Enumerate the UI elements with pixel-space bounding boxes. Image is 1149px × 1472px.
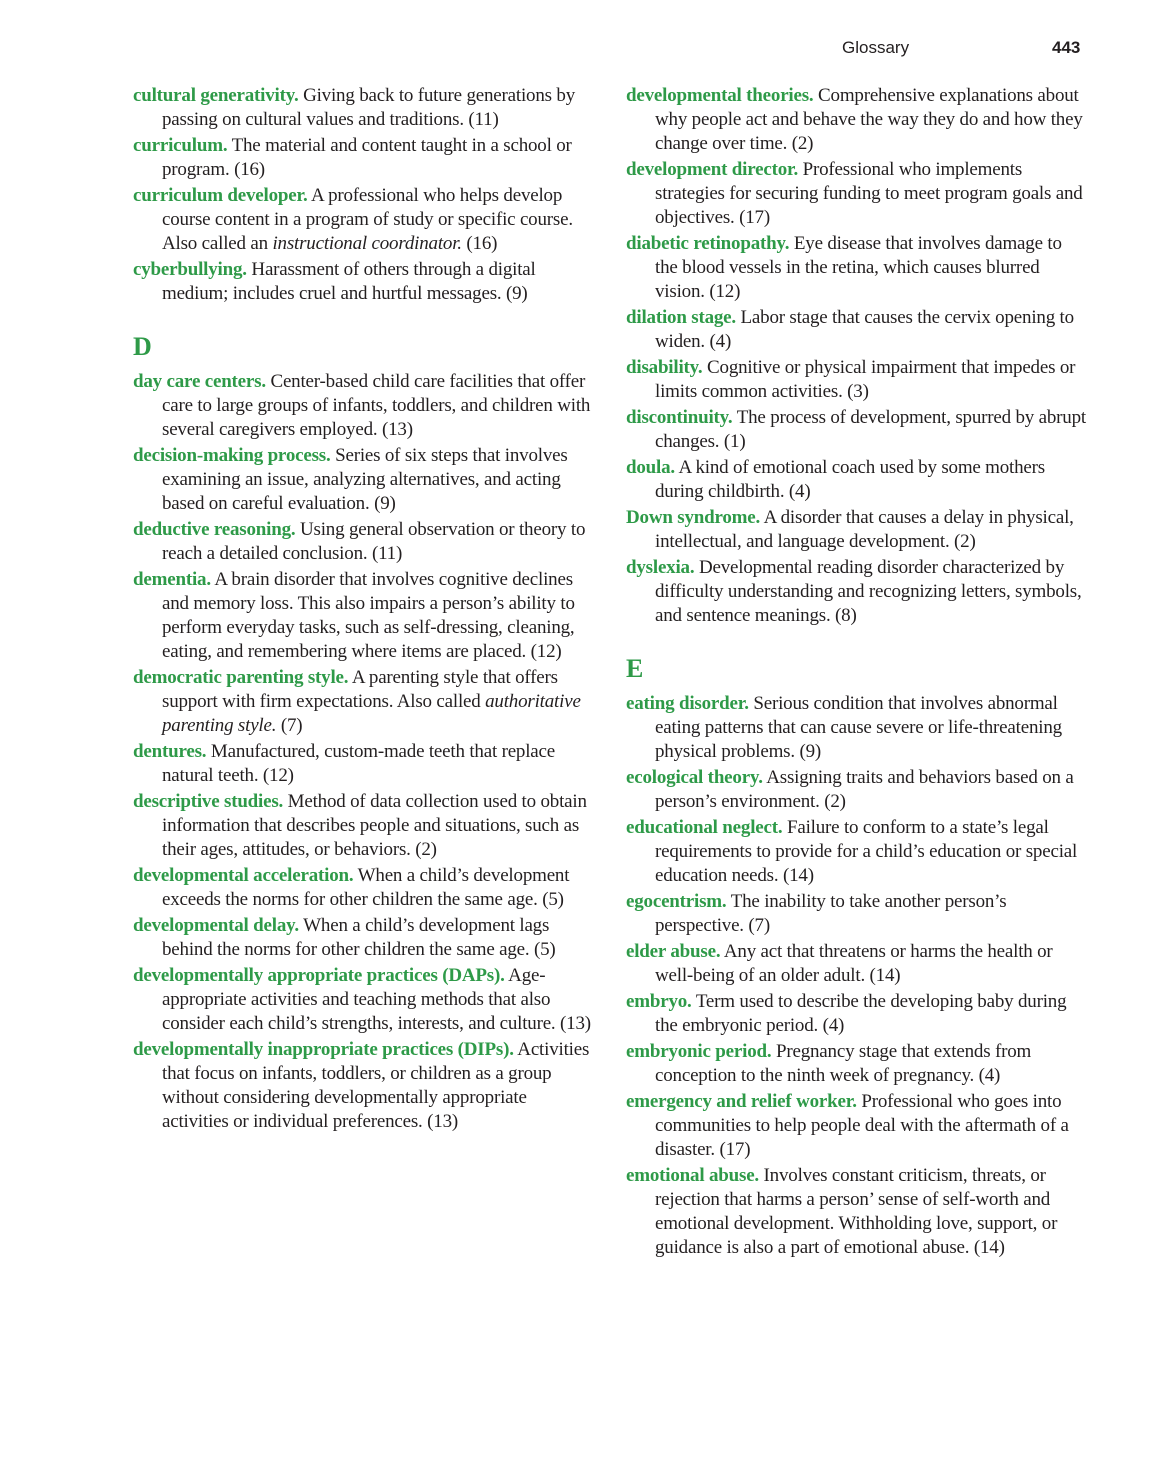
- glossary-definition: Center-based child care facilities that offer care to large groups of infants, toddlers, and children with several caregivers employed. (13): [162, 371, 591, 440]
- glossary-term: deductive reasoning.: [133, 519, 296, 540]
- glossary-entry: [133, 84, 595, 132]
- glossary-entry: [626, 232, 1088, 304]
- glossary-term: elder abuse.: [626, 941, 721, 962]
- glossary-definition: Method of data collection used to obtain information that describes people and situations, such as their ages, attitudes, or behaviors. (2): [162, 791, 587, 860]
- glossary-term: developmentally appropriate practices (DAPs).: [133, 965, 505, 986]
- glossary-term: eating disorder.: [626, 693, 749, 714]
- glossary-entry: [133, 666, 595, 738]
- glossary-term: developmental acceleration.: [133, 865, 354, 886]
- glossary-entry: [626, 766, 1088, 814]
- glossary-entry: [133, 864, 595, 912]
- glossary-term: dementia.: [133, 569, 211, 590]
- glossary-term: embryonic period.: [626, 1041, 772, 1062]
- glossary-entry: [133, 568, 595, 664]
- glossary-entry: [626, 306, 1088, 354]
- glossary-definition: The inability to take another person’s perspective. (7): [655, 891, 1007, 936]
- glossary-entry: [133, 134, 595, 182]
- glossary-term: disability.: [626, 357, 703, 378]
- glossary-term: developmental theories.: [626, 85, 814, 106]
- glossary-definition: A professional who helps develop course content in a program of study or specific course. Also called an: [162, 185, 573, 254]
- glossary-term: Down syndrome.: [626, 507, 761, 528]
- glossary-definition: A disorder that causes a delay in physical, intellectual, and language development. (2): [655, 507, 1074, 552]
- glossary-definition: The process of development, spurred by abrupt changes. (1): [655, 407, 1086, 452]
- glossary-definition: Pregnancy stage that extends from conception to the ninth week of pregnancy. (4): [655, 1041, 1032, 1086]
- glossary-definition: Series of six steps that involves examining an issue, analyzing alternatives, and acting based on careful evaluation. (9): [162, 445, 568, 514]
- glossary-definition: The material and content taught in a school or program. (16): [162, 135, 572, 180]
- glossary-entry: [133, 1038, 595, 1134]
- glossary-column-right: [626, 84, 1088, 1262]
- glossary-definition: Failure to conform to a state’s legal requirements to provide for a child’s education or special education needs. (14): [655, 817, 1078, 886]
- glossary-definition: A kind of emotional coach used by some mothers during childbirth. (4): [655, 457, 1045, 502]
- glossary-term: cyberbullying.: [133, 259, 247, 280]
- glossary-definition: When a child’s development lags behind the norms for other children the same age. (5): [162, 915, 556, 960]
- glossary-entry: [626, 84, 1088, 156]
- glossary-definition: A brain disorder that involves cognitive declines and memory loss. This also impairs a person’s ability to perform everyday tasks, such as self-dressing, cleaning, eating, and remembering where items are placed. (12): [162, 569, 575, 662]
- glossary-definition: Giving back to future generations by passing on cultural values and traditions. (11): [162, 85, 575, 130]
- glossary-definition: Term used to describe the developing baby during the embryonic period. (4): [655, 991, 1067, 1036]
- glossary-definition: Using general observation or theory to reach a detailed conclusion. (11): [162, 519, 586, 564]
- glossary-entry: [626, 456, 1088, 504]
- glossary-term: dilation stage.: [626, 307, 736, 328]
- glossary-definition: Age-appropriate activities and teaching methods that also consider each child’s strengths, interests, and culture. (13): [162, 965, 591, 1034]
- glossary-term: doula.: [626, 457, 675, 478]
- glossary-column-left: [133, 84, 595, 1136]
- glossary-entry: [626, 990, 1088, 1038]
- glossary-entry: [133, 740, 595, 788]
- glossary-term: decision-making process.: [133, 445, 331, 466]
- glossary-term: dyslexia.: [626, 557, 695, 578]
- glossary-definition: Involves constant criticism, threats, or rejection that harms a person’ sense of self-worth and emotional development. Withholding love, support, or guidance is also a part of emotional abuse. (14): [655, 1165, 1058, 1258]
- glossary-entry: [626, 890, 1088, 938]
- glossary-entry: [626, 556, 1088, 628]
- section-letter-heading: D: [133, 332, 152, 361]
- glossary-definition: Harassment of others through a digital medium; includes cruel and hurtful messages. (9): [162, 259, 536, 304]
- glossary-definition: Assigning traits and behaviors based on a person’s environment. (2): [655, 767, 1074, 812]
- glossary-definition: Developmental reading disorder characterized by difficulty understanding and recognizing letters, symbols, and sentence meanings. (8): [655, 557, 1082, 626]
- glossary-term: descriptive studies.: [133, 791, 284, 812]
- glossary-definition: Labor stage that causes the cervix opening to widen. (4): [655, 307, 1074, 352]
- glossary-definition: Activities that focus on infants, toddlers, or children as a group without considering developmentally appropriate activities or individual preferences. (13): [162, 1039, 590, 1132]
- glossary-entry: [133, 444, 595, 516]
- glossary-entry: [626, 506, 1088, 554]
- glossary-term: ecological theory.: [626, 767, 763, 788]
- glossary-alternate-term: instructional coordinator.: [272, 233, 462, 254]
- glossary-definition: Any act that threatens or harms the health or well-being of an older adult. (14): [655, 941, 1053, 986]
- glossary-entry: [133, 790, 595, 862]
- running-header-title: Glossary: [842, 38, 910, 57]
- glossary-entry: [133, 184, 595, 256]
- glossary-definition: Cognitive or physical impairment that impedes or limits common activities. (3): [655, 357, 1076, 402]
- glossary-alternate-term: authoritative parenting style.: [162, 691, 581, 736]
- glossary-entry: [626, 1164, 1088, 1260]
- page-number: 443: [1052, 38, 1081, 57]
- glossary-entry: [133, 258, 595, 306]
- glossary-term: day care centers.: [133, 371, 266, 392]
- glossary-entry: [626, 356, 1088, 404]
- glossary-term: dentures.: [133, 741, 207, 762]
- glossary-term: development director.: [626, 159, 799, 180]
- glossary-term: developmentally inappropriate practices (DIPs).: [133, 1039, 514, 1060]
- glossary-term: diabetic retinopathy.: [626, 233, 790, 254]
- section-letter-heading: E: [626, 654, 644, 683]
- glossary-entry: [626, 1040, 1088, 1088]
- glossary-definition: A parenting style that offers support with firm expectations. Also called: [162, 667, 558, 712]
- glossary-entry: [133, 964, 595, 1036]
- glossary-entry: [626, 816, 1088, 888]
- glossary-term: discontinuity.: [626, 407, 733, 428]
- glossary-term: emergency and relief worker.: [626, 1091, 857, 1112]
- glossary-term: educational neglect.: [626, 817, 783, 838]
- glossary-term: embryo.: [626, 991, 692, 1012]
- glossary-entry: [133, 518, 595, 566]
- glossary-definition: Professional who goes into communities to help people deal with the aftermath of a disaster. (17): [655, 1091, 1069, 1160]
- glossary-entry: [626, 406, 1088, 454]
- glossary-term: cultural generativity.: [133, 85, 299, 106]
- glossary-entry: [626, 1090, 1088, 1162]
- glossary-definition: When a child’s development exceeds the norms for other children the same age. (5): [162, 865, 570, 910]
- chapter-reference: (16): [466, 233, 498, 254]
- chapter-reference: (7): [280, 715, 303, 736]
- glossary-entry: [133, 914, 595, 962]
- glossary-definition: Manufactured, custom-made teeth that replace natural teeth. (12): [162, 741, 556, 786]
- glossary-term: egocentrism.: [626, 891, 727, 912]
- glossary-term: curriculum.: [133, 135, 228, 156]
- glossary-entry: [626, 158, 1088, 230]
- glossary-entry: [626, 940, 1088, 988]
- glossary-term: developmental delay.: [133, 915, 299, 936]
- glossary-definition: Comprehensive explanations about why people act and behave the way they do and how they change over time. (2): [655, 85, 1083, 154]
- glossary-term: emotional abuse.: [626, 1165, 759, 1186]
- glossary-definition: Serious condition that involves abnormal eating patterns that can cause severe or life-threatening physical problems. (9): [655, 693, 1062, 762]
- glossary-term: curriculum developer.: [133, 185, 308, 206]
- glossary-definition: Professional who implements strategies for securing funding to meet program goals and objectives. (17): [655, 159, 1083, 228]
- glossary-definition: Eye disease that involves damage to the blood vessels in the retina, which causes blurred vision. (12): [655, 233, 1062, 302]
- glossary-entry: [133, 370, 595, 442]
- glossary-entry: [626, 692, 1088, 764]
- glossary-term: democratic parenting style.: [133, 667, 349, 688]
